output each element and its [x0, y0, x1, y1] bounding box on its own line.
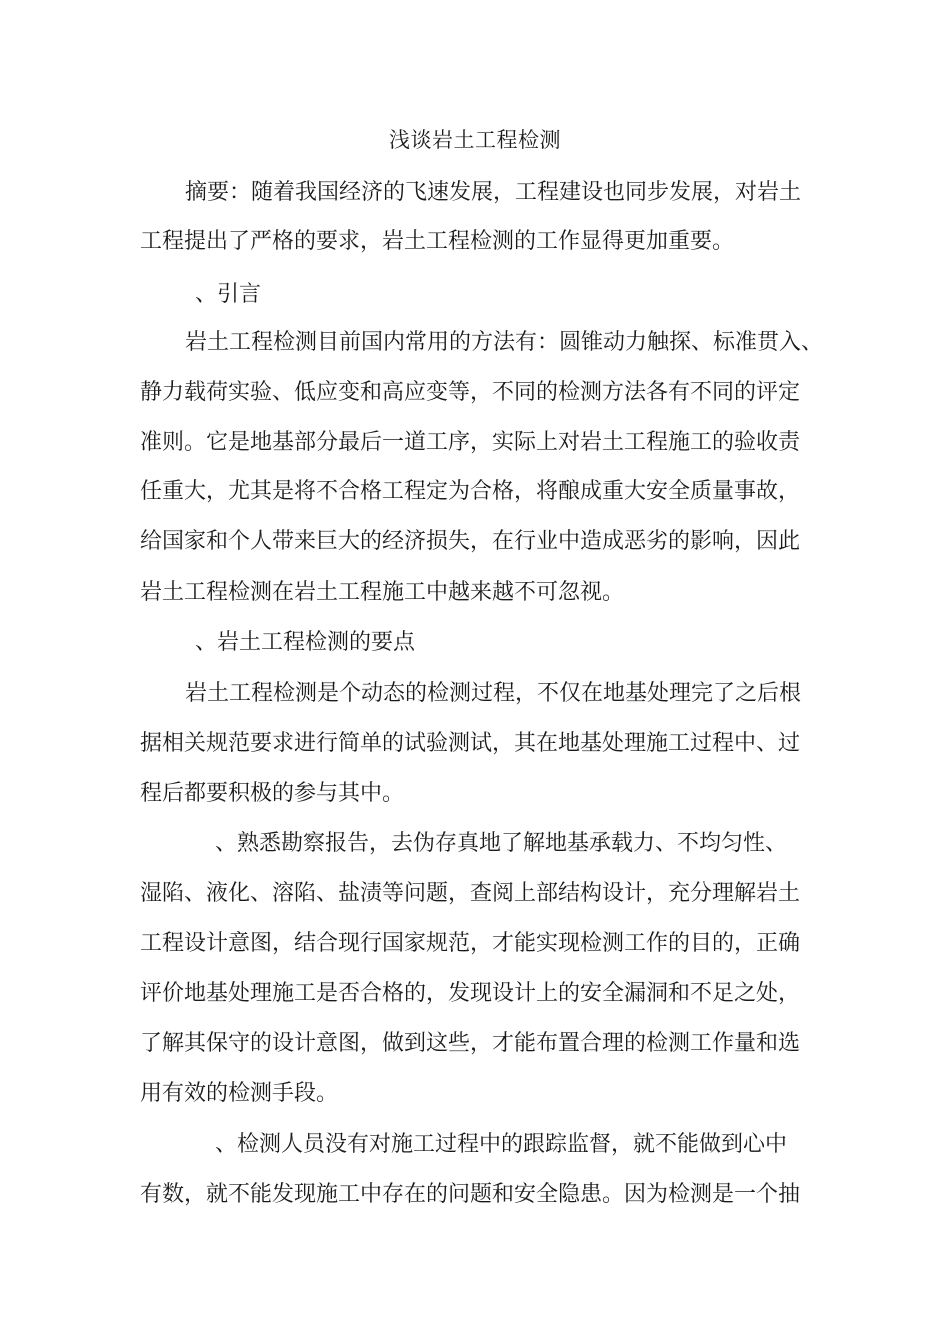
list-item-line: 、检测人员没有对施工过程中的跟踪监督，就不能做到心中	[215, 1132, 788, 1157]
paragraph-line: 工程设计意图，结合现行国家规范，才能实现检测工作的目的，正确	[140, 931, 801, 956]
paragraph-line: 任重大，尤其是将不合格工程定为合格，将酿成重大安全质量事故，	[140, 479, 801, 504]
paragraph-line: 岩土工程检测是个动态的检测过程，不仅在地基处理完了之后根	[185, 681, 802, 706]
paragraph-line: 有数，就不能发现施工中存在的问题和安全隐患。因为检测是一个抽	[140, 1182, 801, 1207]
paragraph-line: 岩土工程检测在岩土工程施工中越来越不可忽视。	[140, 580, 625, 605]
paragraph-line: 给国家和个人带来巨大的经济损失，在行业中造成恶劣的影响，因此	[140, 529, 801, 554]
abstract-line-1: 摘要：随着我国经济的飞速发展，工程建设也同步发展，对岩土	[185, 180, 802, 205]
paragraph-line: 了解其保守的设计意图，做到这些，才能布置合理的检测工作量和选	[140, 1031, 801, 1056]
document-title: 浅谈岩土工程检测	[389, 128, 561, 152]
paragraph-line: 程后都要积极的参与其中。	[140, 781, 405, 806]
list-item-line: 、熟悉勘察报告，去伪存真地了解地基承载力、不均匀性、	[215, 831, 788, 856]
paragraph-line: 评价地基处理施工是否合格的，发现设计上的安全漏洞和不足之处，	[140, 981, 801, 1006]
paragraph-line: 据相关规范要求进行简单的试验测试，其在地基处理施工过程中、过	[140, 731, 801, 756]
abstract-line-2: 工程提出了严格的要求，岩土工程检测的工作显得更加重要。	[140, 229, 735, 254]
section-heading-introduction: 、引言	[195, 282, 262, 307]
paragraph-line: 准则。它是地基部分最后一道工序，实际上对岩土工程施工的验收责	[140, 430, 801, 455]
paragraph-line: 湿陷、液化、溶陷、盐渍等问题，查阅上部结构设计，充分理解岩土	[140, 881, 801, 906]
paragraph-line: 岩土工程检测目前国内常用的方法有：圆锥动力触探、标准贯入、	[185, 330, 824, 355]
paragraph-line: 静力载荷实验、低应变和高应变等，不同的检测方法各有不同的评定	[140, 380, 801, 405]
section-heading-key-points: 、岩土工程检测的要点	[195, 630, 416, 655]
paragraph-line: 用有效的检测手段。	[140, 1081, 339, 1106]
